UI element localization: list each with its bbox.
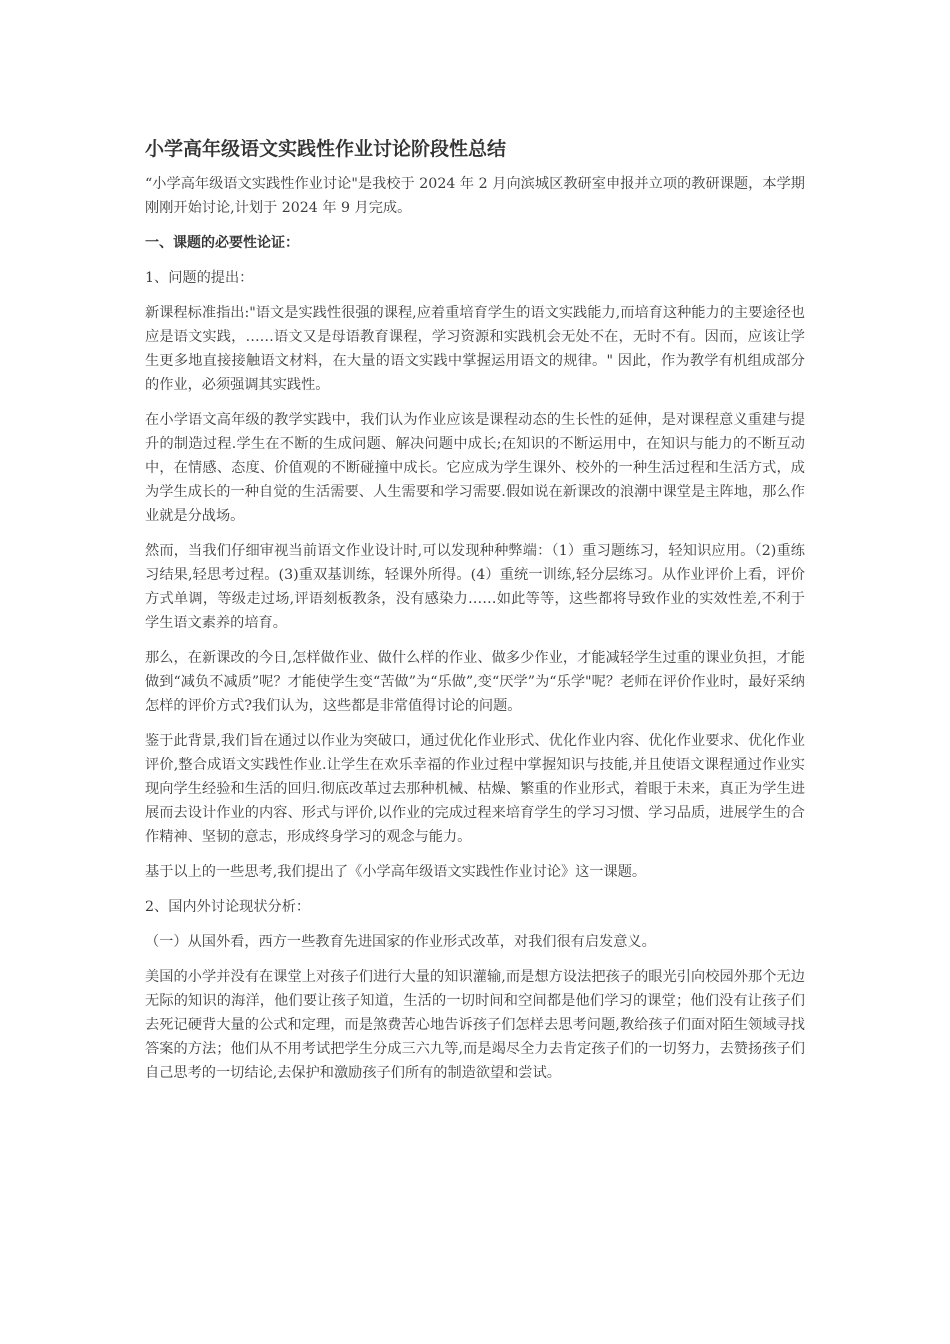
subsection-heading-research-status: 2、国内外讨论现状分析：: [145, 899, 311, 915]
paragraph-curriculum-standard: 新课程标准指出:"语文是实践性很强的课程,应着重培育学生的语文实践能力,而培育这种能力的主要途径也应是语文实践，……语文又是母语教育课程，学习资源和实践机会无处不在，无时不有。因而，应该让学生更多地直接接触语文材料，在大量的语文实践中掌握运用语文的规律。" 因此，作为教学有机组成部分的作业，必须强调其实践性。: [145, 305, 805, 393]
section-heading-necessity: 一、课题的必要性论证：: [145, 235, 299, 251]
intro-paragraph: “小学高年级语文实践性作业讨论"是我校于 2024 年 2 月向滨城区教研室申报并立项的教研课题，本学期刚刚开始讨论,计划于 2024 年 9 月完成。: [145, 176, 805, 216]
paragraph-questions: 那么，在新课改的今日,怎样做作业、做什么样的作业、做多少作业，才能减轻学生过重的课业负担，才能做到“减负不减质”呢？才能使学生变“苦做”为“乐做”,变“厌学”为“乐学"呢？老师在评价作业时，最好采纳怎样的评价方式?我们认为，这些都是非常值得讨论的问题。: [145, 650, 805, 714]
paragraph-drawbacks: 然而，当我们仔细审视当前语文作业设计时,可以发现种种弊端：（1）重习题练习，轻知识应用。（2)重练习结果,轻思考过程。(3)重双基训练，轻课外所得。(4）重统一训练,轻分层练习。从作业评价上看，评价方式单调，等级走过场,评语刻板教条，没有感染力……如此等等，这些都将导致作业的实效性差,不利于学生语文素养的培育。: [145, 543, 805, 631]
paragraph-us-schools: 美国的小学并没有在课堂上对孩子们进行大量的知识灌输,而是想方设法把孩子的眼光引向校园外那个无边无际的知识的海洋，他们要让孩子知道，生活的一切时间和空间都是他们学习的课堂；他们没有让孩子们去死记硬背大量的公式和定理，而是煞费苦心地告诉孩子们怎样去思考问题,教给孩子们面对陌生领域寻找答案的方法；他们从不用考试把学生分成三六九等,而是竭尽全力去肯定孩子们的一切努力，去赞扬孩子们自己思考的一切结论,去保护和激励孩子们所有的制造欲望和尝试。: [145, 969, 805, 1081]
document-title: 小学高年级语文实践性作业讨论阶段性总结: [145, 138, 507, 160]
subsection-heading-problem: 1、问题的提出：: [145, 270, 254, 286]
paragraph-topic-proposal: 基于以上的一些思考,我们提出了《小学高年级语文实践性作业讨论》这一课题。: [145, 864, 647, 880]
paragraph-background: 鉴于此背景,我们旨在通过以作业为突破口，通过优化作业形式、优化作业内容、优化作业要求、优化作业评价,整合成语文实践性作业.让学生在欢乐幸福的作业过程中掌握知识与技能,并且使语文课程通过作业实现向学生经验和生活的回归.彻底改革过去那种机械、枯燥、繁重的作业形式，着眼于未来，真正为学生进展而去设计作业的内容、形式与评价,以作业的完成过程来培育学生的学习习惯、学习品质，进展学生的合作精神、坚韧的意志，形成终身学习的观念与能力。: [145, 733, 805, 845]
paragraph-teaching-practice: 在小学语文高年级的教学实践中，我们认为作业应该是课程动态的生长性的延伸，是对课程意义重建与提升的制造过程.学生在不断的生成问题、解决问题中成长;在知识的不断运用中，在知识与能力的不断互动中，在情感、态度、价值观的不断碰撞中成长。它应成为学生课外、校外的一种生活过程和生活方式，成为学生成长的一种自觉的生活需要、人生需要和学习需要.假如说在新课改的浪潮中课堂是主阵地，那么作业就是分战场。: [145, 412, 805, 524]
document-page: [145, 134, 805, 1096]
paragraph-foreign-overview: （一）从国外看，西方一些教育先进国家的作业形式改革，对我们很有启发意义。: [145, 934, 656, 950]
